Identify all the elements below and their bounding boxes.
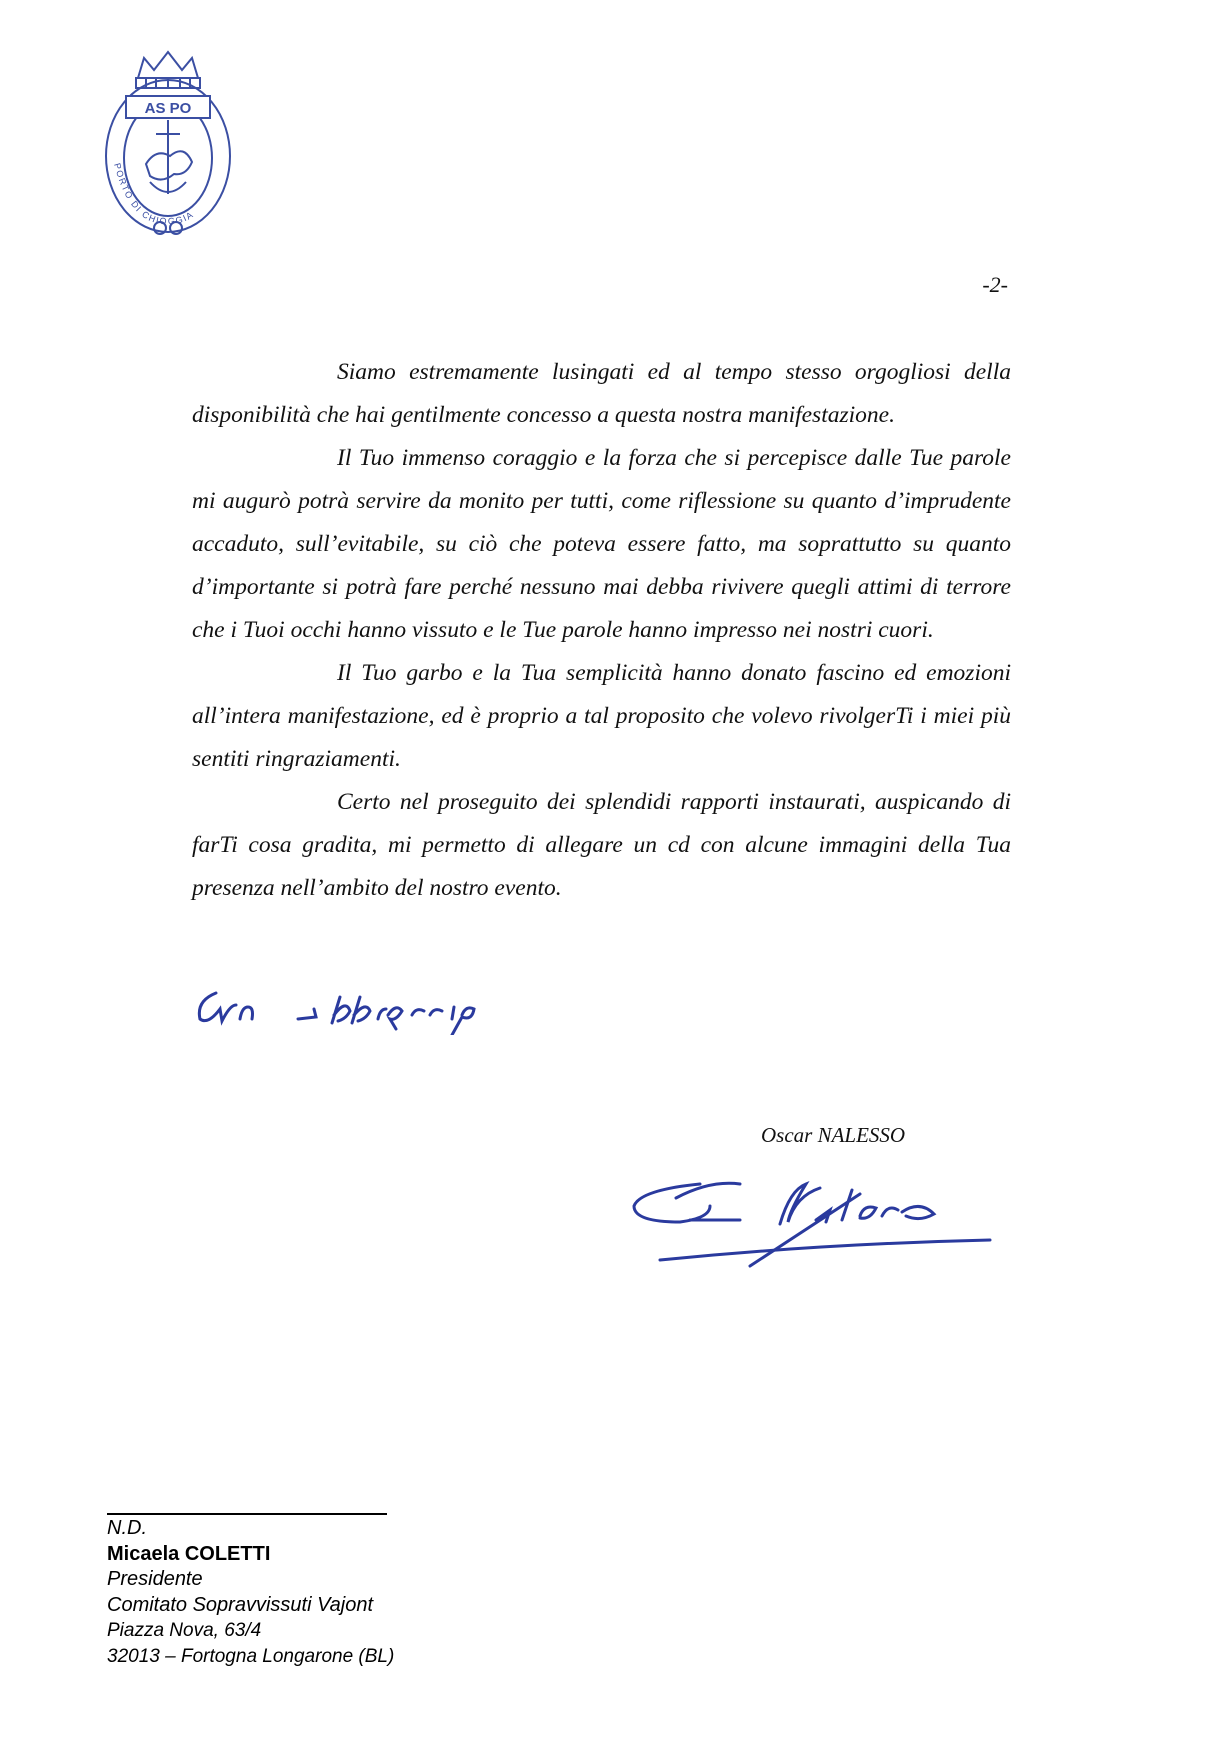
- page-number: -2-: [982, 272, 1008, 297]
- recipient-title: Presidente: [107, 1568, 203, 1590]
- svg-text:AS PO: AS PO: [144, 100, 192, 117]
- recipient-divider: [107, 1513, 387, 1515]
- recipient-city: 32013 – Fortogna Longarone (BL): [107, 1645, 395, 1667]
- paragraph: Certo nel proseguito dei splendidi rapporti instaurati, auspicando di farTi cosa gradita, mi permetto di allegare un cd con alcune immagini della Tua presenza nell’ambito del nostro evento.: [192, 789, 1011, 901]
- recipient-name: Micaela COLETTI: [107, 1542, 271, 1565]
- paragraph: Il Tuo immenso coraggio e la forza che si percepisce dalle Tue parole mi augurò potrà servire da monito per tutti, come riflessione su quanto d’imprudente accaduto, sull’evitabile, su ciò che poteva essere fatto, ma soprattutto su quanto d’importante si potrà fare perché nessuno mai debba rivivere quegli attimi di terrore che i Tuoi occhi hanno vissuto e le Tue parole hanno impresso nei nostri cuori.: [192, 445, 1011, 643]
- letter-body: [192, 351, 1011, 910]
- handwritten-greeting: [190, 975, 530, 1035]
- paragraph: Siamo estremamente lusingati ed al tempo stesso orgogliosi della disponibilità che hai gentilmente concesso a questa nostra manifestazione.: [192, 359, 1011, 428]
- recipient-address: Piazza Nova, 63/4: [107, 1620, 262, 1641]
- svg-text:PORTO DI CHIOGGIA: PORTO DI CHIOGGIA: [112, 162, 196, 227]
- recipient-organization: Comitato Sopravvissuti Vajont: [107, 1593, 374, 1616]
- aspo-logo: [100, 44, 236, 240]
- paragraph: Il Tuo garbo e la Tua semplicità hanno donato fascino ed emozioni all’intera manifestazione, ed è proprio a tal proposito che volevo rivolgerTi i miei più sentiti ringraziamenti.: [192, 660, 1011, 772]
- recipient-block: [107, 1516, 394, 1669]
- recipient-note: N.D.: [107, 1517, 147, 1539]
- signer-name: Oscar NALESSO: [761, 1123, 906, 1147]
- signature: [620, 1160, 1010, 1270]
